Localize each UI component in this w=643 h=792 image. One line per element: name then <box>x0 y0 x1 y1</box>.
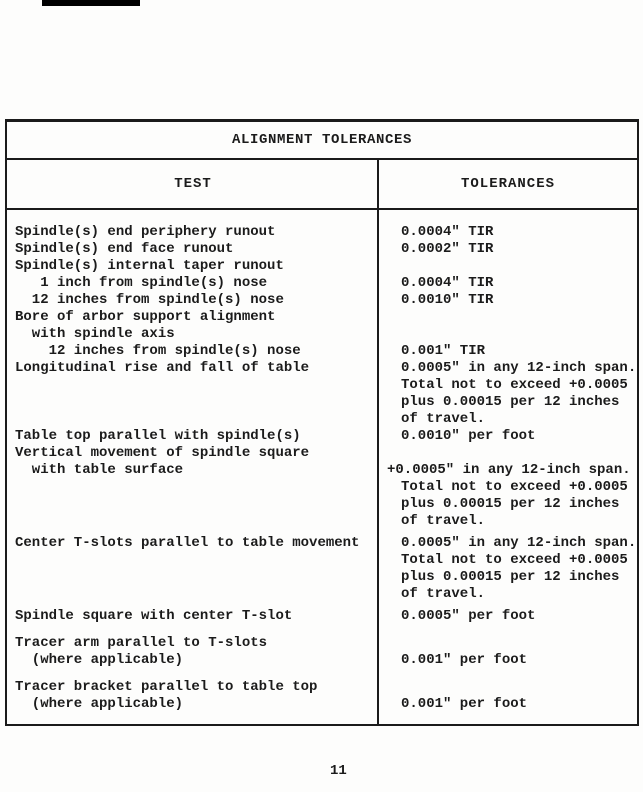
tolerance-cell: 0.0005" per foot <box>401 608 536 624</box>
tolerance-cell: +0.0005" in any 12-inch span. <box>387 462 631 478</box>
test-cell: with spindle axis <box>15 326 175 342</box>
tolerance-cell: 0.0004" TIR <box>401 275 494 291</box>
tolerance-cell <box>379 445 637 462</box>
table-body <box>7 210 637 713</box>
tolerance-cell <box>379 679 637 696</box>
test-cell <box>7 411 379 428</box>
test-cell: Longitudinal rise and fall of table <box>15 360 310 376</box>
redaction-bar <box>42 0 140 6</box>
test-cell: 12 inches from spindle(s) nose <box>15 343 301 359</box>
table-row <box>7 552 637 569</box>
table-row <box>7 586 637 603</box>
tolerance-cell: Total not to exceed +0.0005 <box>401 479 628 495</box>
test-cell: Center T-slots parallel to table movement <box>15 535 360 551</box>
table-row <box>7 608 637 625</box>
tolerance-cell: 0.001" per foot <box>401 696 528 712</box>
table-row <box>7 309 637 326</box>
column-header-tolerances: TOLERANCES <box>460 176 555 192</box>
tolerance-cell <box>379 326 637 343</box>
test-cell: Spindle(s) end face runout <box>15 241 234 257</box>
column-header-test: TEST <box>174 176 212 192</box>
tolerance-cell: Total not to exceed +0.0005 <box>401 552 628 568</box>
test-cell <box>7 513 379 530</box>
tolerance-cell: 0.0004" TIR <box>401 224 494 240</box>
tolerance-cell <box>379 309 637 326</box>
test-cell <box>7 586 379 603</box>
table-row <box>7 569 637 586</box>
tolerance-cell: of travel. <box>401 411 486 427</box>
column-divider <box>377 160 379 724</box>
test-cell <box>7 569 379 586</box>
test-cell: Bore of arbor support alignment <box>15 309 276 325</box>
test-cell <box>7 552 379 569</box>
table-row <box>7 535 637 552</box>
test-cell: 1 inch from spindle(s) nose <box>15 275 268 291</box>
table-row <box>7 326 637 343</box>
test-cell: with table surface <box>15 462 184 478</box>
table-row <box>7 462 637 479</box>
tolerance-cell: 0.001" TIR <box>401 343 486 359</box>
tolerance-cell: 0.001" per foot <box>401 652 528 668</box>
tolerance-cell: plus 0.00015 per 12 inches <box>401 569 620 585</box>
table-row <box>7 696 637 713</box>
test-cell: Spindle(s) end periphery runout <box>15 224 276 240</box>
tolerance-cell: 0.0005" in any 12-inch span. <box>401 535 637 551</box>
table-row <box>7 292 637 309</box>
tolerance-cell: 0.0005" in any 12-inch span. <box>401 360 637 376</box>
table-row <box>7 679 637 696</box>
test-cell <box>7 377 379 394</box>
test-cell: 12 inches from spindle(s) nose <box>15 292 284 308</box>
test-cell <box>7 496 379 513</box>
test-cell <box>7 394 379 411</box>
table-title: ALIGNMENT TOLERANCES <box>7 122 637 160</box>
table-row <box>7 394 637 411</box>
tolerance-cell <box>379 635 637 652</box>
table-row <box>7 513 637 530</box>
table-row <box>7 635 637 652</box>
table-row <box>7 411 637 428</box>
table-row <box>7 652 637 669</box>
tolerance-cell: plus 0.00015 per 12 inches <box>401 496 620 512</box>
test-cell: (where applicable) <box>15 696 184 712</box>
tolerance-cell: of travel. <box>401 586 486 602</box>
page-number: 11 <box>330 763 347 779</box>
tolerance-cell: of travel. <box>401 513 486 529</box>
table-row <box>7 360 637 377</box>
table-row <box>7 445 637 462</box>
table-row <box>7 258 637 275</box>
table-header-row <box>7 160 637 210</box>
table-row <box>7 496 637 513</box>
tolerance-cell <box>379 258 637 275</box>
tolerance-cell: 0.0002" TIR <box>401 241 494 257</box>
tolerance-cell: 0.0010" per foot <box>401 428 536 444</box>
tolerance-cell: 0.0010" TIR <box>401 292 494 308</box>
alignment-tolerances-table <box>5 119 639 726</box>
test-cell: Tracer arm parallel to T-slots <box>15 635 268 651</box>
tolerance-cell: Total not to exceed +0.0005 <box>401 377 628 393</box>
table-row <box>7 241 637 258</box>
test-cell: Tracer bracket parallel to table top <box>15 679 318 695</box>
table-row <box>7 479 637 496</box>
test-cell: Vertical movement of spindle square <box>15 445 310 461</box>
table-row <box>7 428 637 445</box>
test-cell: Spindle square with center T-slot <box>15 608 293 624</box>
test-cell <box>7 479 379 496</box>
test-cell: (where applicable) <box>15 652 184 668</box>
table-row <box>7 377 637 394</box>
table-row <box>7 343 637 360</box>
test-cell: Table top parallel with spindle(s) <box>15 428 301 444</box>
test-cell: Spindle(s) internal taper runout <box>15 258 284 274</box>
tolerance-cell: plus 0.00015 per 12 inches <box>401 394 620 410</box>
table-row <box>7 224 637 241</box>
table-row <box>7 275 637 292</box>
